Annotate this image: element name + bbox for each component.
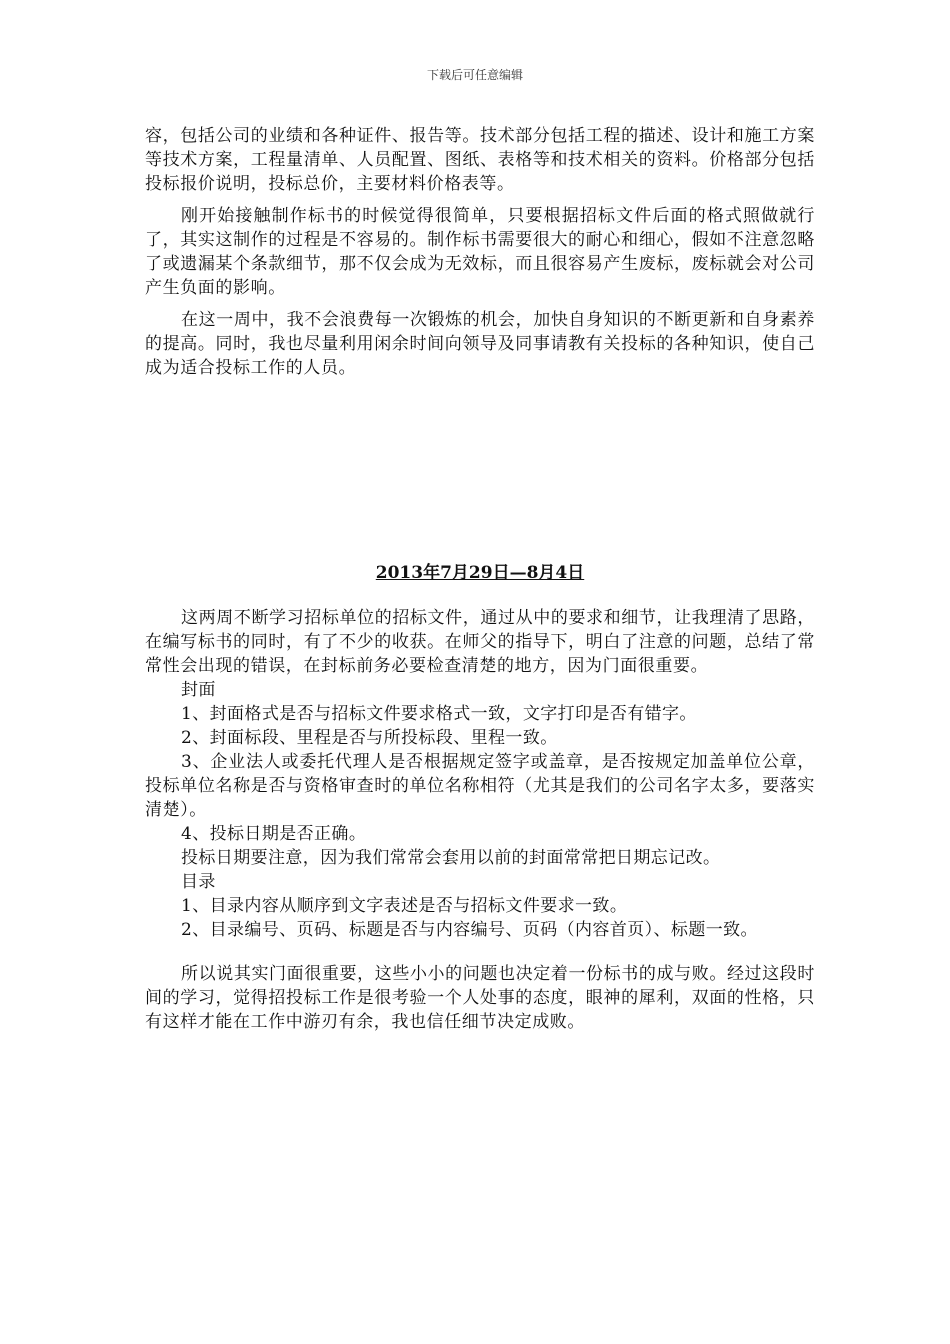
cover-note: 投标日期要注意，因为我们常常会套用以前的封面常常把日期忘记改。 (181, 848, 721, 868)
cover-item-1: 1、封面格式是否与招标文件要求格式一致，文字打印是否有错字。 (181, 704, 697, 724)
paragraph-continued: 容，包括公司的业绩和各种证件、报告等。技术部分包括工程的描述、设计和施工方案等技术方案，工程量清单、人员配置、图纸、表格等和技术相关的资料。价格部分包括投标报价说明，投标总价，主要材料价格表等。 (145, 126, 815, 194)
toc-item-2: 2、目录编号、页码、标题是否与内容编号、页码（内容首页）、标题一致。 (181, 920, 758, 940)
document-body (145, 124, 815, 1034)
cover-item-2: 2、封面标段、里程是否与所投标段、里程一致。 (181, 728, 558, 748)
page-header: 下载后可任意编辑 (426, 68, 523, 82)
cover-title: 封面 (181, 680, 216, 700)
cover-item-4: 4、投标日期是否正确。 (181, 824, 367, 844)
paragraph-week-summary: 在这一周中，我不会浪费每一次锻炼的机会，加快自身知识的不断更新和自身素养的提高。同时，我也尽量利用闲余时间向领导及同事请教有关投标的各种知识，使自己成为适合投标工作的人员。 (145, 310, 815, 378)
paragraph-conclusion: 所以说其实门面很重要，这些小小的问题也决定着一份标书的成与败。经过这段时间的学习，觉得招投标工作是很考验一个人处事的态度，眼神的犀利，双面的性格，只有这样才能在工作中游刃有余，我也信任细节决定成败。 (145, 964, 815, 1032)
cover-item-3: 3、企业法人或委托代理人是否根据规定签字或盖章，是否按规定加盖单位公章，投标单位名称是否与资格审查时的单位名称相符（尤其是我们的公司名字太多，要落实清楚）。 (145, 752, 815, 820)
paragraph-experience: 刚开始接触制作标书的时候觉得很简单，只要根据招标文件后面的格式照做就行了，其实这制作的过程是不容易的。制作标书需要很大的耐心和细心，假如不注意忽略了或遗漏某个条款细节，那不仅会成为无效标，而且很容易产生废标，废标就会对公司产生负面的影响。 (145, 206, 815, 298)
paragraph-intro: 这两周不断学习招标单位的招标文件，通过从中的要求和细节，让我理清了思路，在编写标书的同时，有了不少的收获。在师父的指导下，明白了注意的问题，总结了常常性会出现的错误，在封标前务必要检查清楚的地方，因为门面很重要。 (145, 608, 815, 676)
toc-title: 目录 (181, 872, 216, 892)
toc-item-1: 1、目录内容从顺序到文字表述是否与招标文件要求一致。 (181, 896, 628, 916)
date-heading: 2013年7月29日—8月4日 (375, 563, 585, 583)
